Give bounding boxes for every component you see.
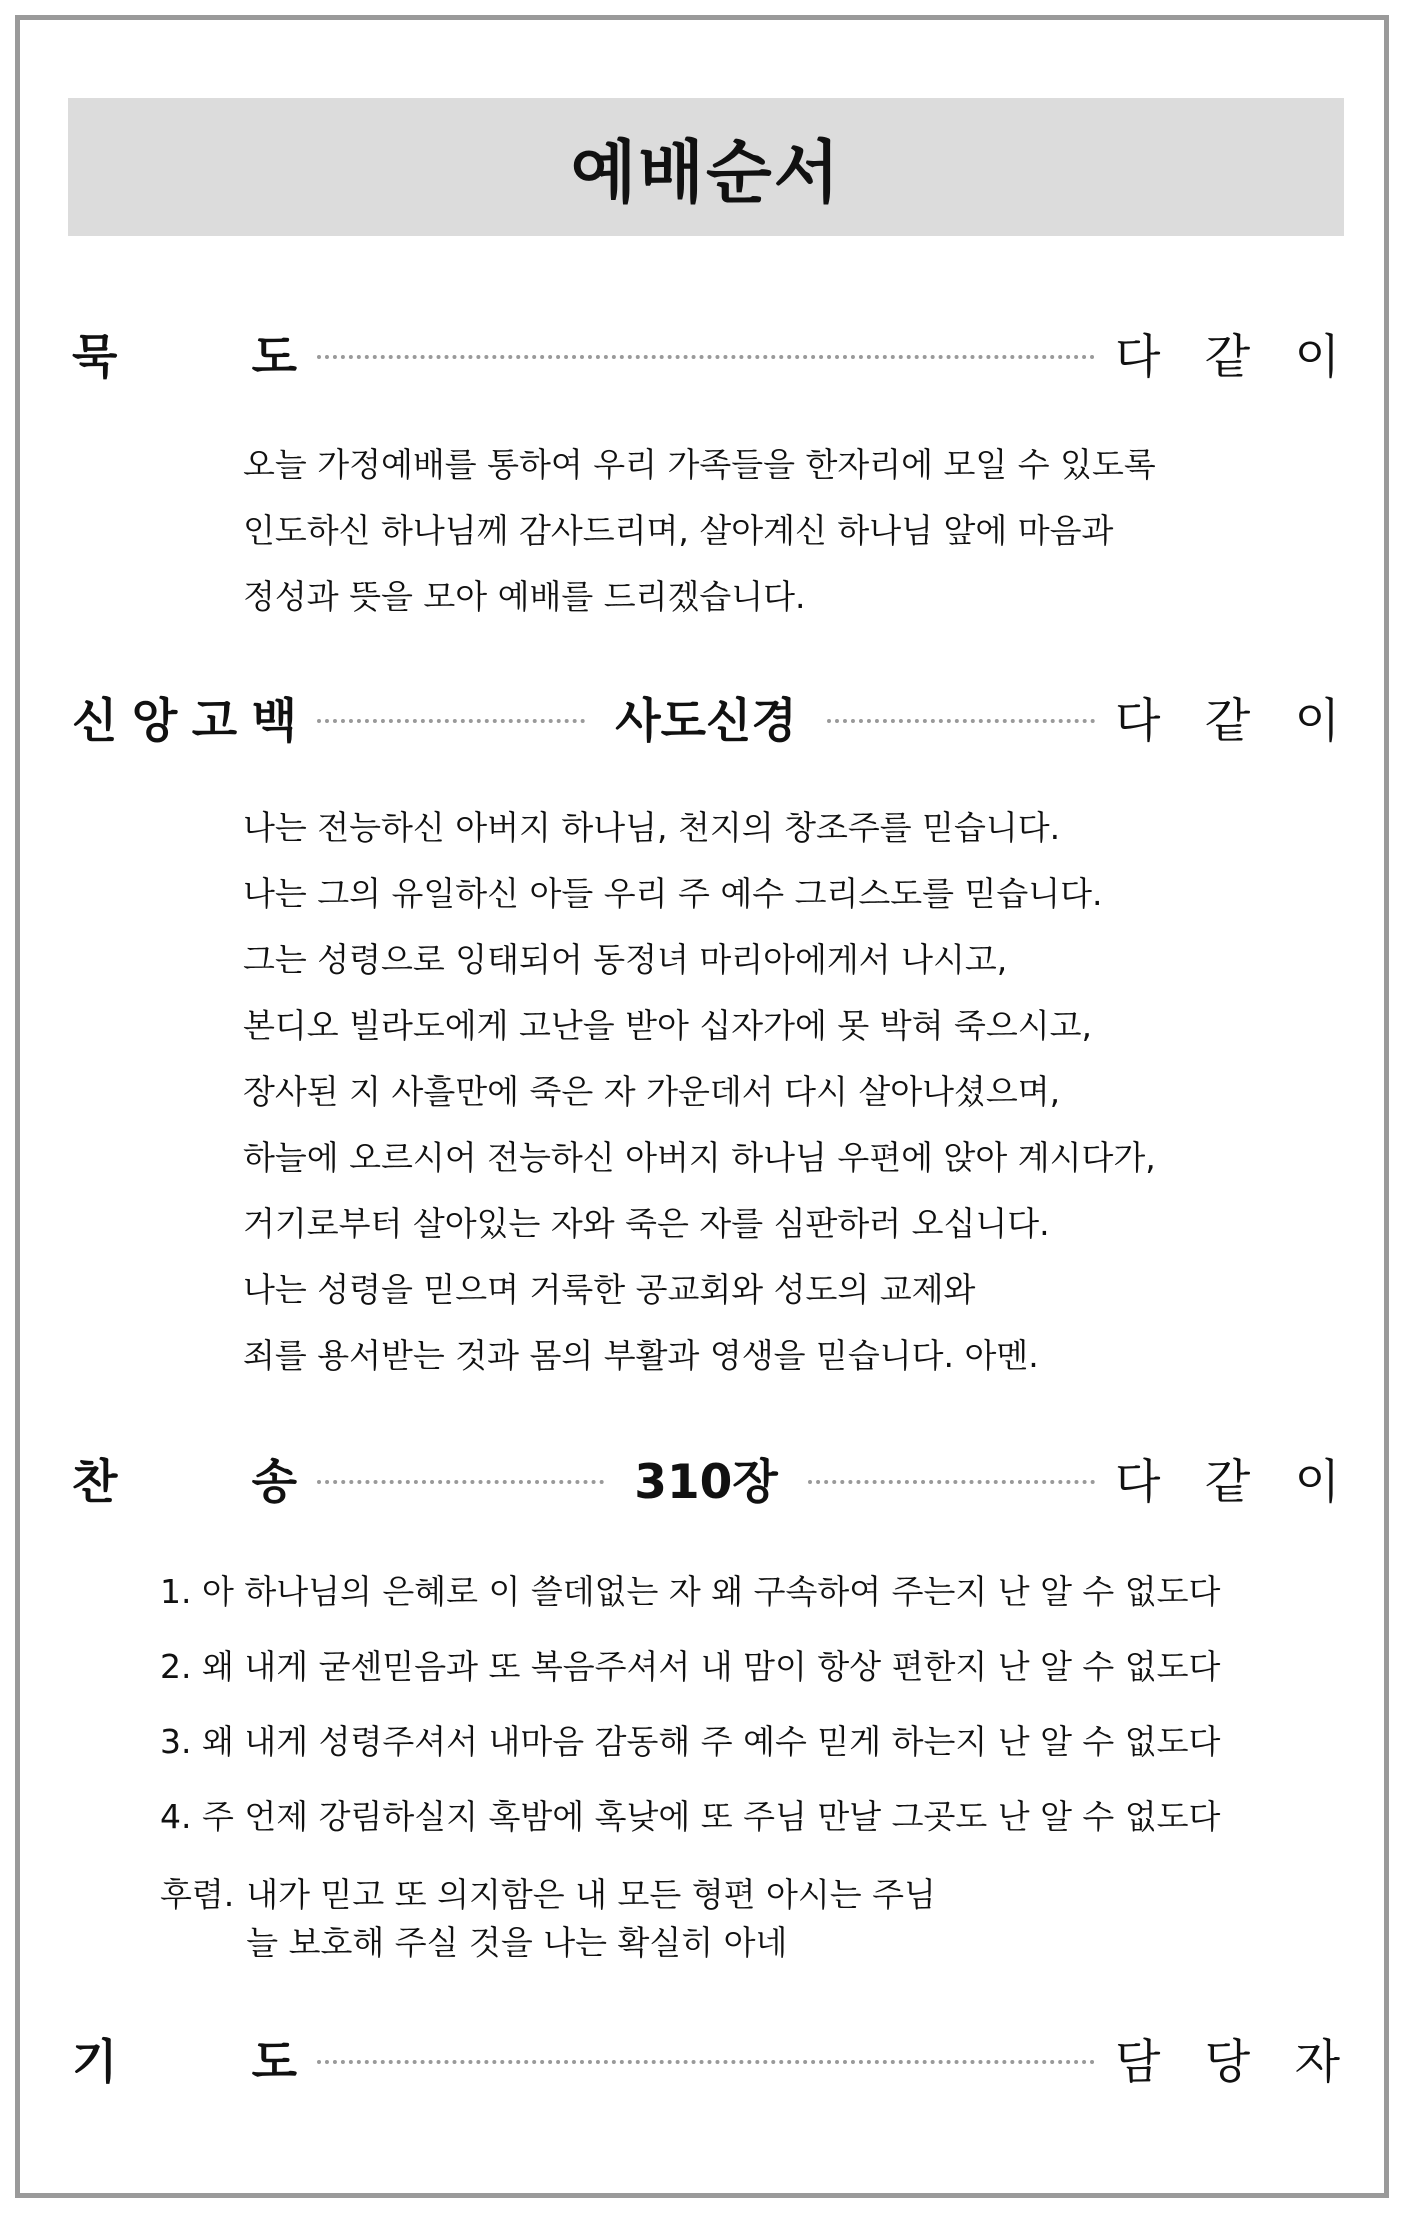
section-prayer [72, 2023, 1340, 2093]
section-role: 담 당 자 [1115, 2034, 1340, 2090]
leader-dots [808, 1480, 1095, 1484]
section-label: 기 도 [72, 2034, 297, 2090]
hymn-verse: 3. 왜 내게 성령주셔서 내마음 감동해 주 예수 믿게 하는지 난 알 수 없도다 [160, 1722, 1221, 1761]
text-line: 하늘에 오르시어 전능하신 아버지 하나님 우편에 앉아 계시다가, [243, 1138, 1156, 1177]
section-middle: 사도신경 [615, 693, 797, 749]
section-middle: 310장 [634, 1454, 778, 1510]
page-title: 예배순서 [570, 133, 842, 213]
section-role: 다 같 이 [1115, 693, 1341, 749]
hymn-verses [160, 1554, 1220, 1854]
text-line: 나는 그의 유일하신 아들 우리 주 예수 그리스도를 믿습니다. [243, 874, 1103, 913]
section-role: 다 같 이 [1115, 329, 1340, 385]
text-line: 그는 성령으로 잉태되어 동정녀 마리아에게서 나시고, [243, 940, 1008, 979]
section-label: 신 앙 고 백 [72, 693, 297, 749]
text-line: 오늘 가정예배를 통하여 우리 가족들을 한자리에 모일 수 있도록 [243, 445, 1156, 484]
leader-dots [317, 355, 1095, 359]
leader-dots [317, 719, 585, 723]
section-creed [72, 682, 1340, 752]
mukdo-text [243, 432, 1156, 630]
section-role: 다 같 이 [1115, 1454, 1341, 1510]
text-line: 나는 성령을 믿으며 거룩한 공교회와 성도의 교제와 [243, 1270, 976, 1309]
section-mukdo [72, 318, 1340, 388]
hymn-verse: 4. 주 언제 강림하실지 혹밤에 혹낮에 또 주님 만날 그곳도 난 알 수 없도다 [160, 1797, 1221, 1836]
section-hymn [72, 1443, 1340, 1513]
leader-dots [317, 1480, 604, 1484]
text-line: 거기로부터 살아있는 자와 죽은 자를 심판하러 오십니다. [243, 1204, 1050, 1243]
refrain-line: 내가 믿고 또 의지함은 내 모든 형편 아시는 주님 [246, 1875, 936, 1914]
hymn-verse: 2. 왜 내게 굳센믿음과 또 복음주셔서 내 맘이 항상 편한지 난 알 수 없도다 [160, 1647, 1221, 1686]
creed-text [243, 795, 1156, 1389]
leader-dots [317, 2060, 1095, 2064]
text-line: 장사된 지 사흘만에 죽은 자 가운데서 다시 살아나셨으며, [243, 1072, 1061, 1111]
text-line: 나는 전능하신 아버지 하나님, 천지의 창조주를 믿습니다. [243, 808, 1061, 847]
section-label: 찬 송 [72, 1454, 297, 1510]
text-line: 죄를 용서받는 것과 몸의 부활과 영생을 믿습니다. 아멘. [243, 1336, 1039, 1375]
hymn-verse: 1. 아 하나님의 은혜로 이 쓸데없는 자 왜 구속하여 주는지 난 알 수 없도다 [160, 1572, 1221, 1611]
leader-dots [827, 719, 1095, 723]
text-line: 인도하신 하나님께 감사드리며, 살아계신 하나님 앞에 마음과 [243, 511, 1114, 550]
refrain-label: 후렴. [160, 1875, 235, 1914]
section-label: 묵 도 [72, 329, 297, 385]
hymn-refrain [160, 1871, 936, 1967]
refrain-line: 늘 보호해 주실 것을 나는 확실히 아네 [246, 1923, 788, 1962]
text-line: 본디오 빌라도에게 고난을 받아 십자가에 못 박혀 죽으시고, [243, 1006, 1092, 1045]
refrain-lines [246, 1871, 936, 1967]
text-line: 정성과 뜻을 모아 예배를 드리겠습니다. [243, 577, 806, 616]
title-banner [68, 98, 1344, 236]
